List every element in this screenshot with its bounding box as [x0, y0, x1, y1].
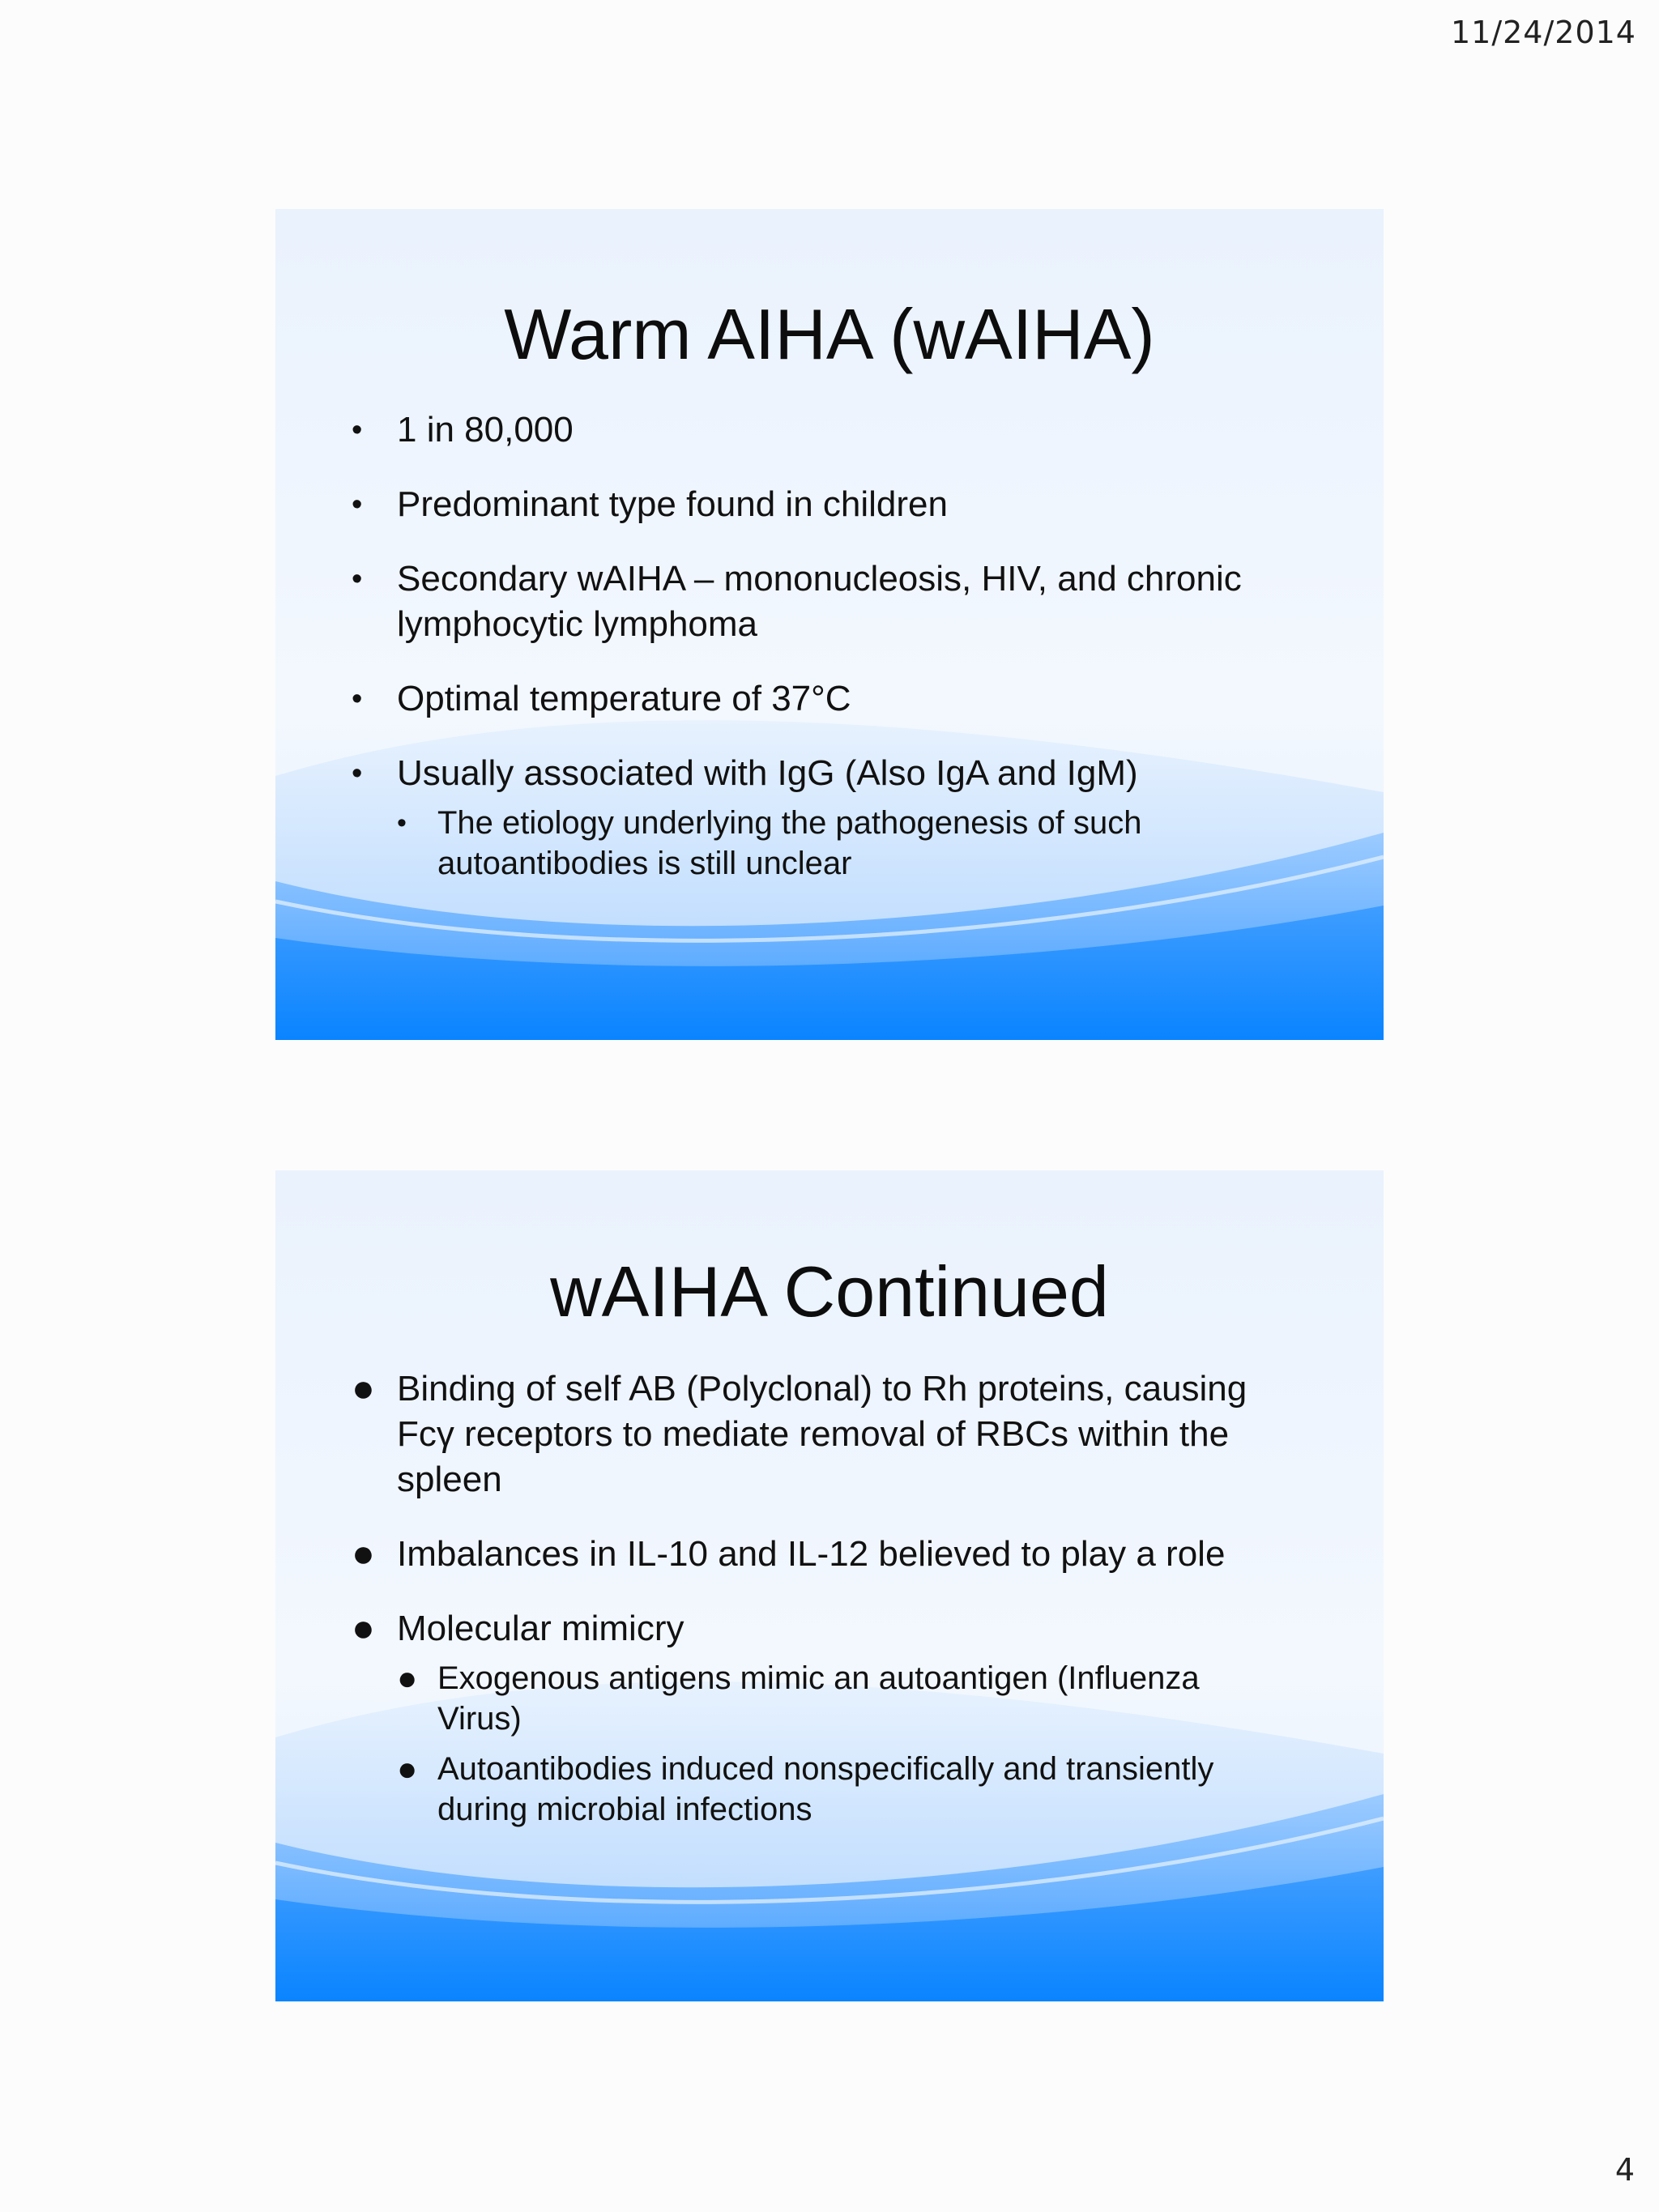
bullet-item [352, 676, 1283, 722]
bullet-text: 1 in 80,000 [397, 410, 574, 450]
bullet-list [352, 1366, 1283, 1859]
sub-bullet-list [397, 1658, 1283, 1830]
bullet-dot: • [352, 413, 363, 447]
bullet-list [352, 407, 1283, 913]
bullet-item [352, 1532, 1283, 1577]
bullet-text: Molecular mimicry [397, 1609, 684, 1648]
bullet-item [352, 482, 1283, 527]
bullet-dot: • [352, 488, 363, 522]
bullet-text: Imbalances in IL-10 and IL-12 believed to play a role [397, 1534, 1226, 1574]
bullet-text: Usually associated with IgG (Also IgA and IgM) [397, 753, 1138, 793]
bullet-text: Predominant type found in children [397, 484, 948, 524]
bullet-dot: • [352, 562, 363, 596]
sub-bullet-text: The etiology underlying the pathogenesis of such autoantibodies is still unclear [437, 805, 1142, 881]
bullet-item [352, 407, 1283, 453]
slide-warm-aiha [275, 209, 1384, 1040]
slide-waiha-continued [275, 1170, 1384, 2001]
sub-bullet-item [397, 1658, 1283, 1739]
sub-bullet-item [397, 803, 1283, 884]
slide-title: Warm AIHA (wAIHA) [504, 294, 1155, 374]
sub-bullet-dot: ● [397, 1659, 418, 1697]
bullet-text: Binding of self AB (Polyclonal) to Rh proteins, causing Fcγ receptors to mediate removal of RBCs within the spleen [397, 1369, 1247, 1499]
sub-bullet-text: Exogenous antigens mimic an autoantigen (Influenza Virus) [437, 1660, 1200, 1737]
bullet-dot: ● [352, 1367, 375, 1410]
bullet-item [352, 751, 1283, 884]
bullet-dot: • [352, 757, 363, 791]
bullet-dot: ● [352, 1532, 375, 1575]
page-number: 4 [1614, 2152, 1635, 2188]
sub-bullet-dot: ● [397, 1750, 418, 1788]
bullet-dot: ● [352, 1607, 375, 1650]
sub-bullet-list [397, 803, 1283, 884]
bullet-item [352, 1606, 1283, 1830]
bullet-text: Secondary wAIHA – mononucleosis, HIV, and chronic lymphocytic lymphoma [397, 559, 1242, 644]
sub-bullet-dot: • [397, 808, 407, 838]
page-date: 11/24/2014 [1450, 15, 1636, 50]
bullet-item [352, 1366, 1283, 1502]
bullet-text: Optimal temperature of 37°C [397, 679, 851, 718]
bullet-item [352, 556, 1283, 647]
bullet-dot: • [352, 682, 363, 716]
sub-bullet-text: Autoantibodies induced nonspecifically and transiently during microbial infections [437, 1751, 1214, 1827]
slide-title: wAIHA Continued [550, 1251, 1109, 1332]
sub-bullet-item [397, 1749, 1283, 1830]
